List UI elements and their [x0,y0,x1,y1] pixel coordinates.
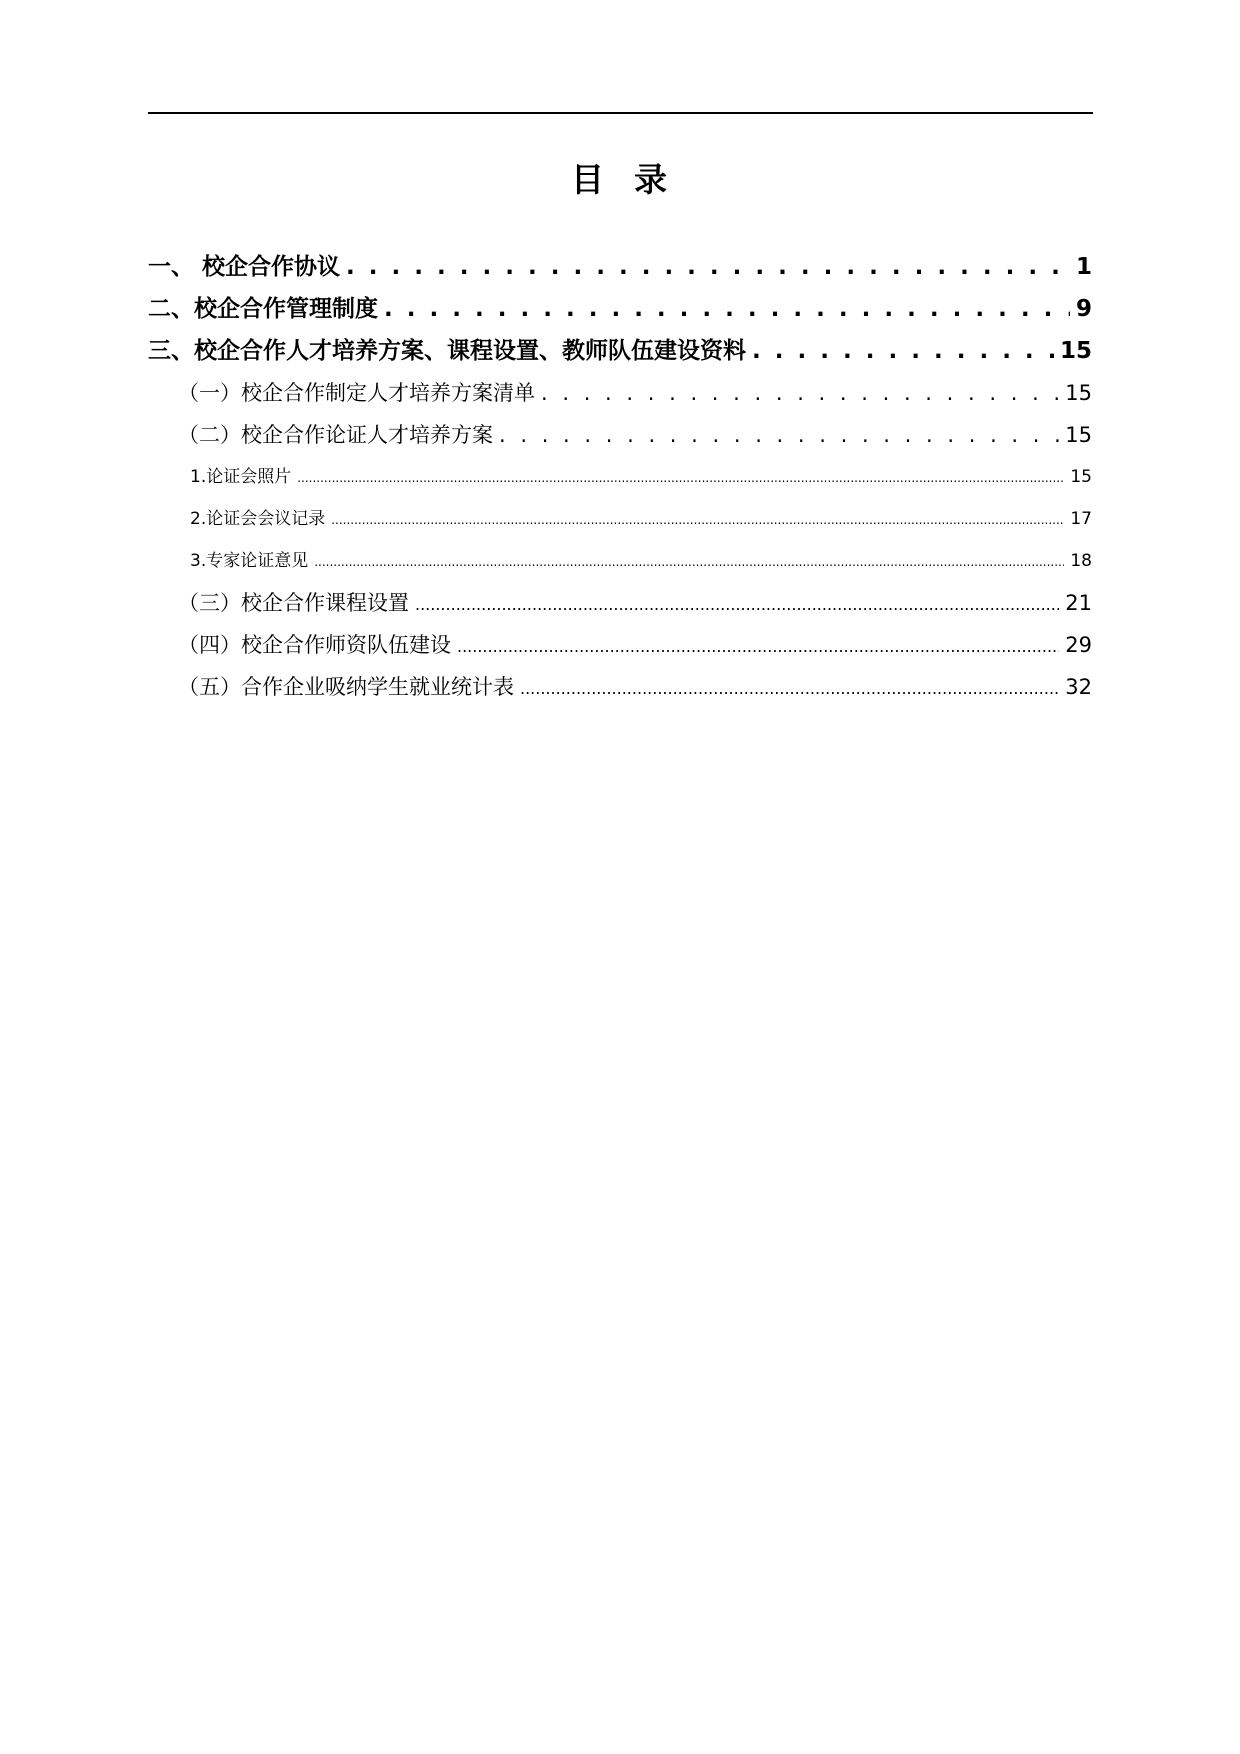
toc-entry-label: 3.专家论证意见 [190,551,309,571]
toc-entry-meeting-minutes[interactable] [148,498,1092,540]
dot-leader [752,330,1054,372]
toc-entry-employment-statistics[interactable] [148,666,1092,708]
toc-entry-label: 一、 校企合作协议 [148,254,341,280]
toc-entry-course-setup[interactable] [148,582,1092,624]
dot-leader [541,372,1059,414]
toc-entry-label: （五）合作企业吸纳学生就业统计表 [178,675,514,699]
toc-entry-label: 1.论证会照片 [190,467,292,487]
page-title [0,158,1240,202]
toc-entry-plan-review[interactable] [148,414,1092,456]
toc-entry-expert-opinions[interactable] [148,540,1092,582]
toc-entry-review-photos[interactable] [148,456,1092,498]
toc-entry-cooperation-agreement[interactable] [148,246,1092,288]
dot-leader [331,498,1064,540]
dot-leader [415,582,1059,624]
toc-entry-page: 29 [1065,633,1092,657]
dot-leader [499,414,1059,456]
toc-entry-page: 18 [1070,551,1092,571]
toc-entry-page: 15 [1065,381,1092,405]
toc-entry-management-rules[interactable] [148,288,1092,330]
toc-entry-page: 15 [1065,423,1092,447]
header-rule [148,112,1093,114]
toc-entry-label: （一）校企合作制定人才培养方案清单 [178,381,535,405]
toc-entry-label: （三）校企合作课程设置 [178,591,409,615]
table-of-contents [148,246,1092,708]
dot-leader [297,456,1064,498]
toc-entry-page: 32 [1065,675,1092,699]
toc-entry-page: 15 [1059,338,1092,364]
dot-leader [346,246,1070,288]
toc-entry-page: 15 [1070,467,1092,487]
toc-entry-training-plan-list[interactable] [148,372,1092,414]
toc-entry-faculty-building[interactable] [148,624,1092,666]
page-title-part-1: 目 [571,160,606,199]
dot-leader [314,540,1064,582]
toc-entry-label: （二）校企合作论证人才培养方案 [178,423,493,447]
dot-leader [457,624,1059,666]
toc-entry-label: 二、校企合作管理制度 [148,296,378,322]
toc-entry-page: 21 [1065,591,1092,615]
page-title-part-2: 录 [634,160,669,199]
dot-leader [520,666,1059,708]
toc-entry-page: 17 [1070,509,1092,529]
toc-entry-page: 9 [1075,296,1092,322]
toc-entry-training-materials[interactable] [148,330,1092,372]
toc-entry-label: 三、校企合作人才培养方案、课程设置、教师队伍建设资料 [148,338,746,364]
toc-entry-page: 1 [1075,254,1092,280]
toc-entry-label: （四）校企合作师资队伍建设 [178,633,451,657]
dot-leader [384,288,1070,330]
toc-entry-label: 2.论证会会议记录 [190,509,326,529]
